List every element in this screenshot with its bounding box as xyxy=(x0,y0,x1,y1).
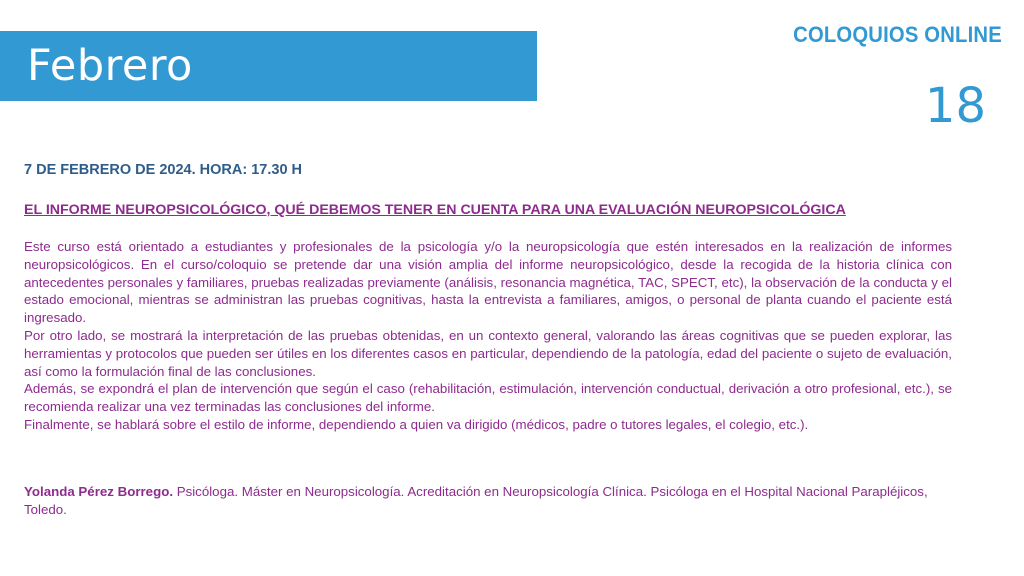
description-paragraph: Además, se expondrá el plan de intervención que según el caso (rehabilitación, estimulación, intervención conductual, derivación a otro profesional, etc.), se recomienda realizar una vez terminadas las conclusiones del informe. xyxy=(24,381,952,415)
speaker-info xyxy=(24,483,952,519)
speaker-name: Yolanda Pérez Borrego. xyxy=(24,484,174,499)
speaker-bio: Psicóloga. Máster en Neuropsicología. Acreditación en Neuropsicología Clínica. Psicóloga en el Hospital Nacional Parapléjicos, Toledo. xyxy=(24,484,928,517)
month-title: Febrero xyxy=(27,41,193,91)
description-paragraph: Por otro lado, se mostrará la interpretación de las pruebas obtenidas, en un contexto general, valorando las áreas cognitivas que se pueden explorar, las herramientas y protocolos que pueden ser útiles en los diferentes casos en particular, dependiendo de la patología, edad del paciente o sujeto de evaluación, así como la formulación final de las conclusiones. xyxy=(24,327,952,379)
event-title: EL INFORME NEUROPSICOLÓGICO, QUÉ DEBEMOS TENER EN CUENTA PARA UNA EVALUACIÓN NEUROPSICOLÓGICA xyxy=(24,202,846,218)
event-content xyxy=(24,160,952,517)
page-number: 18 xyxy=(924,78,986,134)
series-label: COLOQUIOS ONLINE xyxy=(793,22,1002,47)
event-date: 7 DE FEBRERO DE 2024. HORA: 17.30 H xyxy=(24,162,303,178)
description-paragraph: Este curso está orientado a estudiantes y profesionales de la psicología y/o la neuropsicología que estén interesados en la realización de informes neuropsicológicos. En el curso/coloquio se pretende dar una visión amplia del informe neuropsicológico, desde la recogida de la historia clínica con antecedentes personales y familiares, pruebas realizadas previamente (análisis, resonancia magnética, TAC, SPECT, etc), la observación de la conducta y el estado emocional, mientras se administran las pruebas cognitivas, hasta la entrevista a familiares, amigos, o personal de planta cuando el paciente está ingresado. xyxy=(24,239,952,326)
event-description xyxy=(24,238,952,434)
description-paragraph: Finalmente, se hablará sobre el estilo de informe, dependiendo a quien va dirigido (médicos, padre o tutores legales, el colegio, etc.). xyxy=(24,416,809,432)
month-banner xyxy=(0,31,537,101)
